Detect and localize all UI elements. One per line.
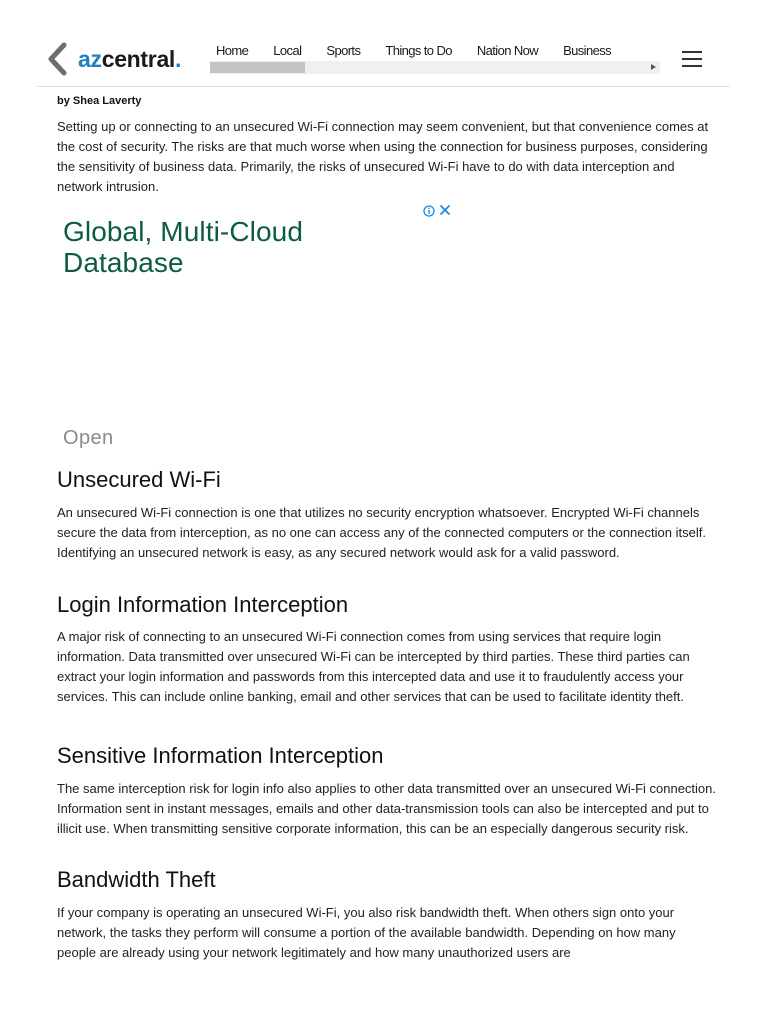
nav-item-local[interactable]: Local (273, 43, 302, 58)
section-heading: Unsecured Wi-Fi (57, 467, 221, 492)
section-body: If your company is operating an unsecured Wi-Fi, you also risk bandwidth theft. When others sign onto your network, the tasks they perform will consume a portion of the available bandwidth. Depending on how many people are already using your network legitimately and how many unauthorized users are (57, 905, 676, 960)
nav-item-business[interactable]: Business (563, 43, 612, 58)
section-heading: Login Information Interception (57, 592, 349, 617)
section-body: An unsecured Wi-Fi connection is one that utilizes no security encryption whatsoever. Encrypted Wi-Fi channels secure the data from interception, as no one can access any of the connected computers or the connection itself. Identifying an unsecured network is easy, as any secured network would ask for a valid password. (57, 505, 706, 560)
site-logo[interactable] (78, 45, 181, 73)
advertisement[interactable] (57, 202, 457, 458)
menu-line-icon (682, 58, 702, 60)
nav-item-home[interactable]: Home (216, 43, 249, 58)
nav-item-sports[interactable]: Sports (326, 43, 361, 58)
nav-item-things-to-do[interactable]: Things to Do (385, 43, 452, 58)
nav-scrollbar-thumb[interactable] (210, 62, 305, 73)
main-nav (216, 42, 636, 60)
hamburger-menu-button[interactable] (682, 50, 702, 68)
section-body: The same interception risk for login info also applies to other data transmitted over an unsecured Wi-Fi connection. Information sent in instant messages, emails and other data-transmission tools can also be intercepted and put to illicit use. When transmitting sensitive corporate information, this can be an especially dangerous security risk. (57, 781, 717, 836)
logo-az: az (78, 46, 102, 72)
chevron-left-icon (46, 42, 68, 76)
nav-item-nation-now[interactable]: Nation Now (476, 43, 539, 58)
article-intro: Setting up or connecting to an unsecured Wi-Fi connection may seem convenient, but that convenience comes at the cost of security. The risks are that much worse when using the connection for business purposes, considering the sensitivity of business data. Primarily, the risks of unsecured Wi-Fi have to do with data interception and network intrusion. (57, 119, 709, 194)
menu-line-icon (682, 51, 702, 53)
menu-line-icon (682, 65, 702, 67)
nav-scrollbar[interactable] (210, 61, 660, 74)
article-byline: by Shea Laverty (57, 95, 142, 107)
ad-headline[interactable]: Global, Multi-Cloud Database (63, 216, 303, 278)
ad-info-icon[interactable] (423, 205, 435, 217)
logo-central: central (101, 46, 176, 72)
section-heading: Bandwidth Theft (57, 867, 216, 892)
back-button[interactable] (42, 42, 72, 76)
ad-open-button[interactable]: Open (63, 427, 114, 449)
logo-dot: . (175, 46, 182, 72)
ad-close-icon[interactable] (439, 204, 451, 216)
site-header (36, 28, 730, 87)
section-body: A major risk of connecting to an unsecured Wi-Fi connection comes from using services that require login information. Data transmitted over unsecured Wi-Fi can be intercepted by third parties. These third parties can extract your login information and passwords from this intercepted data and use it to fraudulently access your services. This can include online banking, email and other services that can be used to facilitate identity theft. (57, 629, 690, 704)
scroll-right-arrow-icon[interactable] (651, 64, 656, 70)
section-heading: Sensitive Information Interception (57, 743, 384, 768)
